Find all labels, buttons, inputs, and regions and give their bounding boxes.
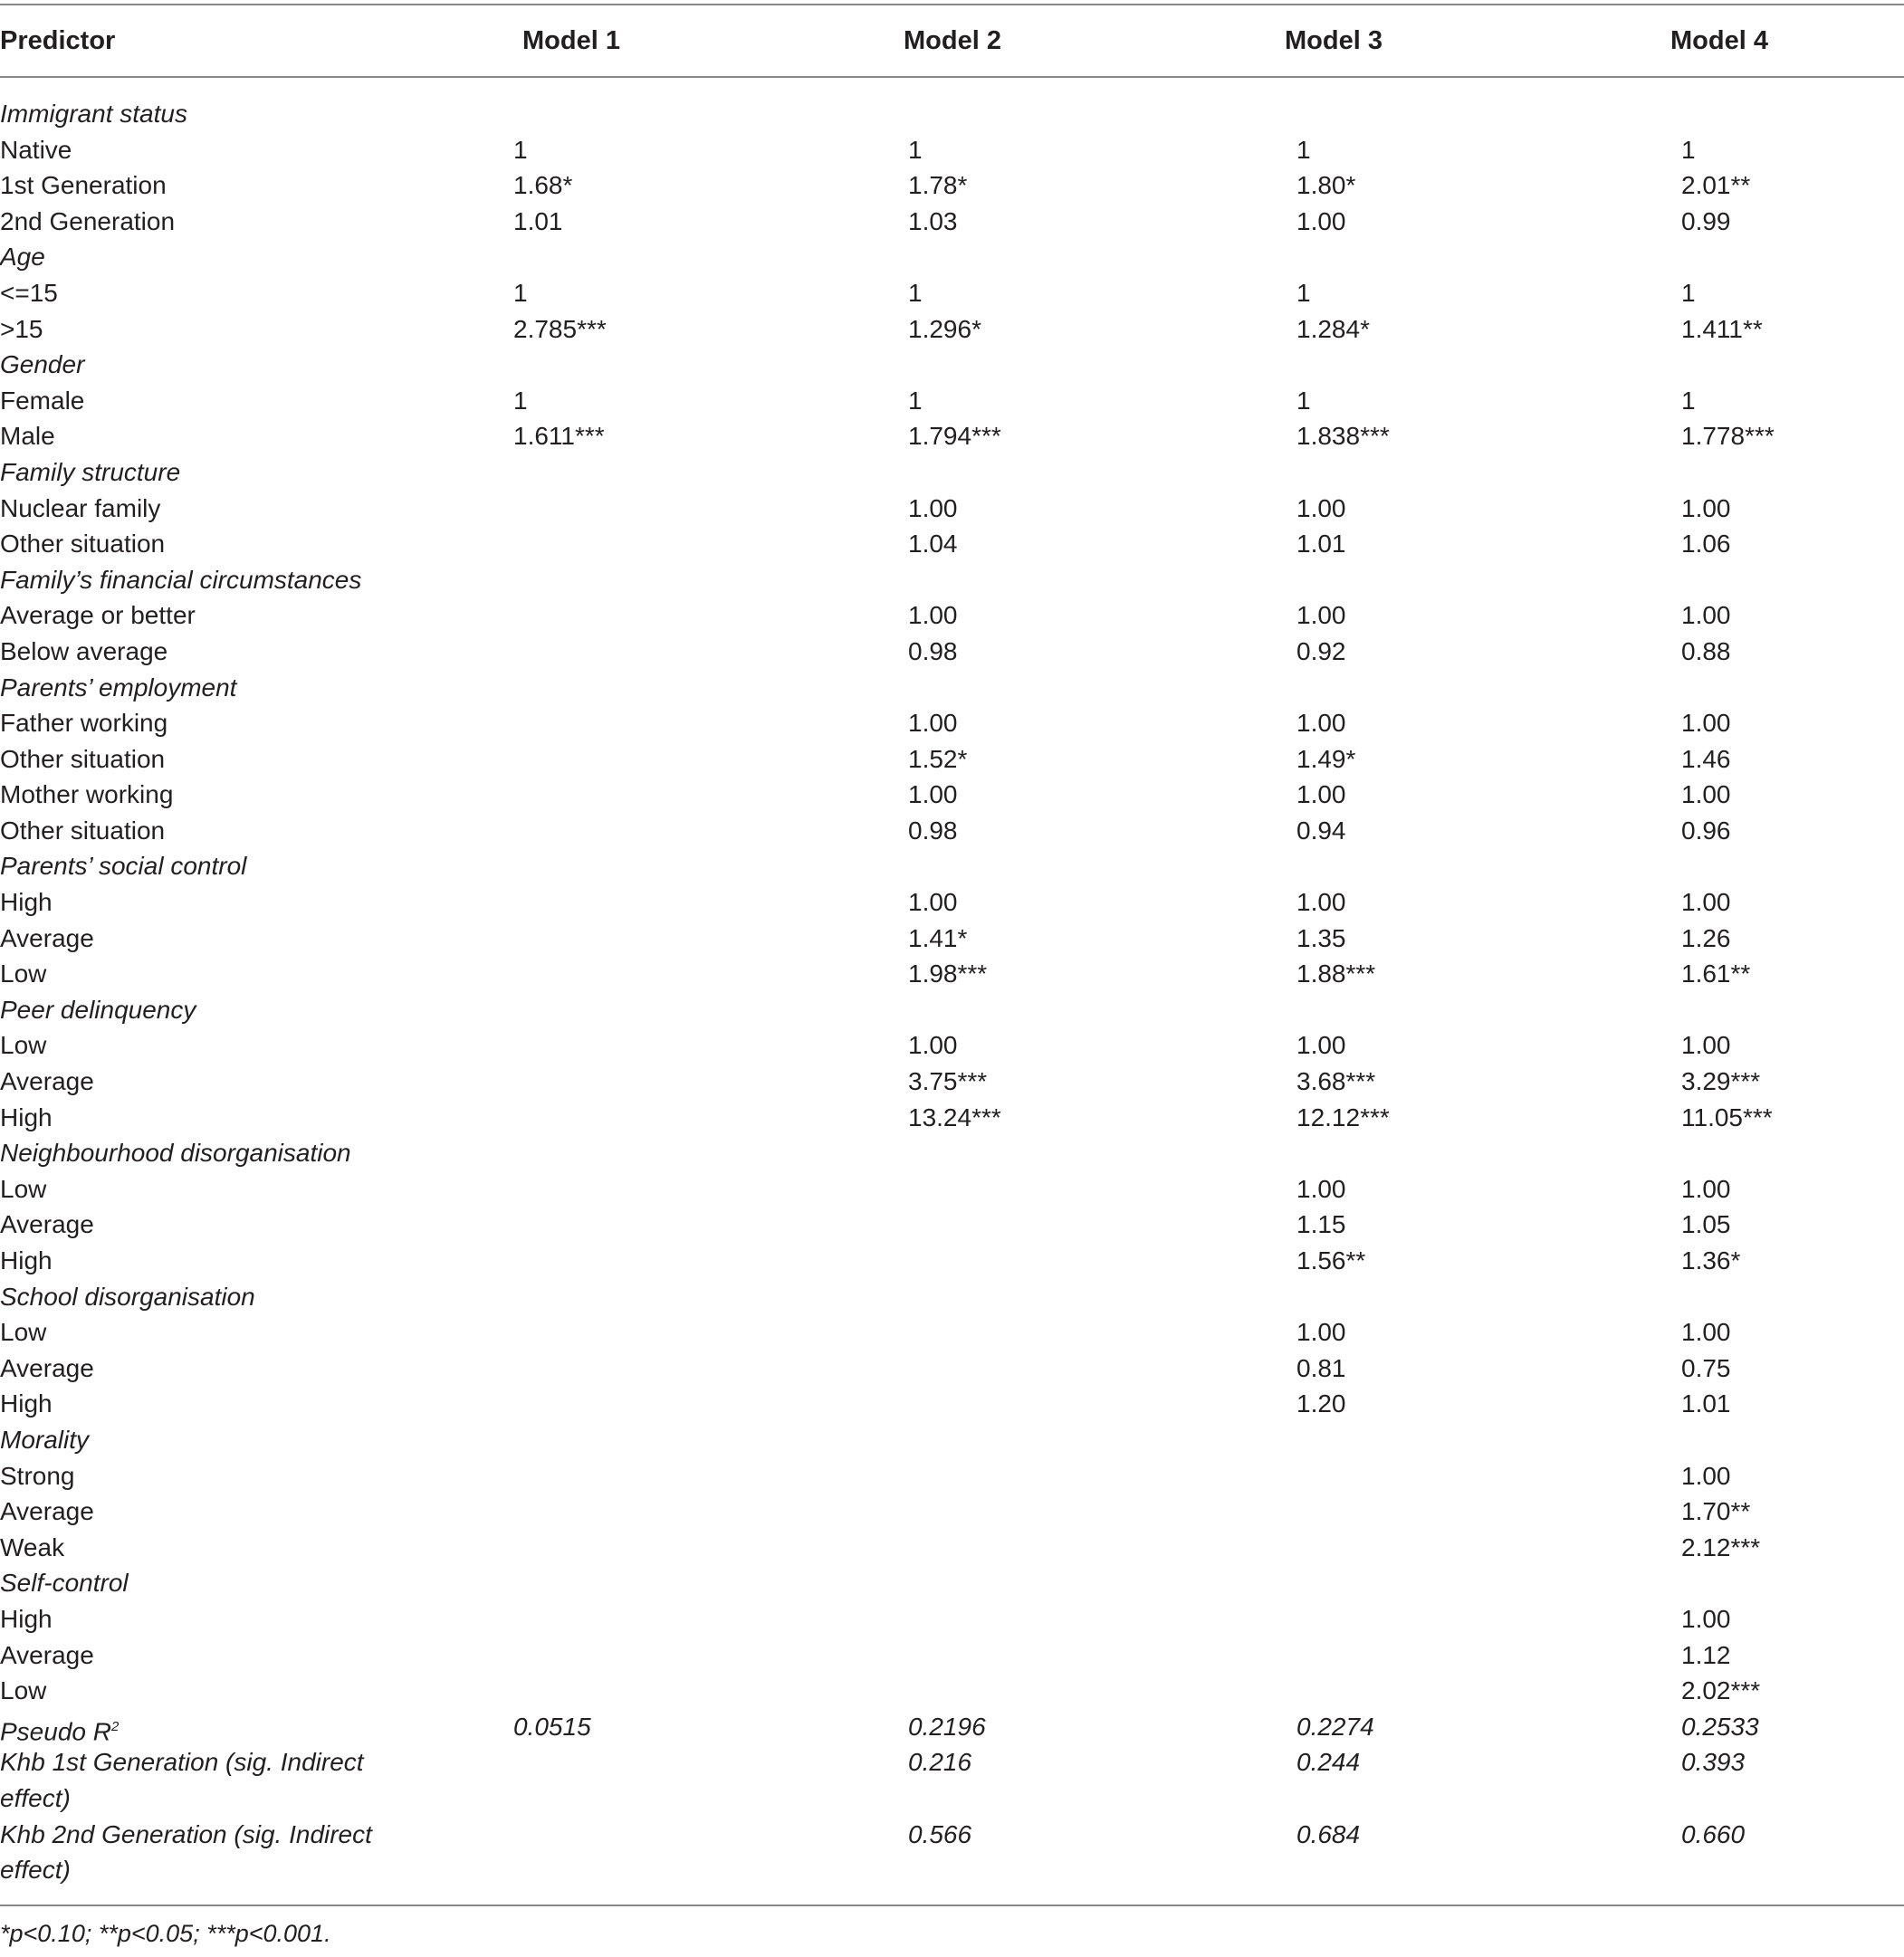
cell-model-1: 1.68* — [513, 171, 573, 200]
row-label-text: Strong — [0, 1461, 75, 1490]
cell-model-3: 0.684 — [1296, 1819, 1361, 1848]
cell-model-2: 0.98 — [908, 636, 958, 665]
row-label-text: Morality — [0, 1425, 90, 1454]
category-label — [0, 1422, 380, 1458]
header-model-3: Model 3 — [1285, 26, 1383, 55]
row-label — [0, 1673, 380, 1709]
table-row — [0, 1207, 1904, 1243]
cell-model-2: 1.98*** — [908, 959, 988, 988]
cell-model-2: 0.566 — [908, 1819, 972, 1848]
cell-model-1: 1 — [513, 135, 528, 164]
header-bottom-rule — [0, 76, 1904, 78]
row-label-text: Low — [0, 1676, 47, 1705]
row-label — [0, 1637, 380, 1674]
row-label-text: Neighbourhood disorganisation — [0, 1139, 351, 1168]
table-row — [0, 1744, 1904, 1816]
cell-model-2: 0.216 — [908, 1748, 972, 1777]
row-label — [0, 1027, 380, 1064]
row-label-text: Parents’ social control — [0, 852, 247, 881]
cell-model-3: 1.15 — [1296, 1210, 1346, 1239]
cell-model-3: 1.00 — [1296, 888, 1346, 917]
table-row — [0, 1601, 1904, 1637]
table-row — [0, 204, 1904, 240]
row-label-text: Nuclear family — [0, 493, 161, 522]
cell-model-2: 1.00 — [908, 1031, 958, 1060]
cell-model-3: 1 — [1296, 386, 1311, 415]
row-label-text: Parents’ employment — [0, 673, 237, 702]
cell-model-4: 1.70** — [1681, 1497, 1751, 1526]
cell-model-4: 1.00 — [1681, 1174, 1731, 1203]
table-row — [0, 526, 1904, 562]
cell-model-2: 1.794*** — [908, 422, 1001, 451]
cell-model-4: 1.00 — [1681, 709, 1731, 738]
table-row — [0, 1171, 1904, 1208]
cell-model-4: 11.05*** — [1681, 1103, 1773, 1131]
row-label — [0, 1314, 380, 1351]
cell-model-2: 1 — [908, 278, 923, 307]
cell-model-2: 1.00 — [908, 709, 958, 738]
row-label-text: Khb 2nd Generation (sig. Indirect effect) — [0, 1819, 372, 1885]
row-label-text: Peer delinquency — [0, 995, 196, 1024]
table-row — [0, 1458, 1904, 1494]
cell-model-4: 0.88 — [1681, 636, 1731, 665]
row-label — [0, 1709, 380, 1750]
cell-model-2: 3.75*** — [908, 1067, 988, 1096]
table-row — [0, 956, 1904, 992]
cell-model-3: 1.00 — [1296, 1318, 1346, 1347]
category-label — [0, 239, 380, 275]
row-label — [0, 597, 380, 634]
table-category-row — [0, 454, 1904, 491]
table-category-row — [0, 1422, 1904, 1458]
table-row — [0, 1064, 1904, 1100]
table-category-row — [0, 239, 1904, 275]
cell-model-3: 1.56** — [1296, 1246, 1366, 1274]
table-row — [0, 1314, 1904, 1351]
table-row — [0, 884, 1904, 921]
row-label-text: School disorganisation — [0, 1282, 255, 1311]
row-label — [0, 634, 380, 670]
cell-model-2: 1.41* — [908, 923, 968, 952]
cell-model-2: 1.03 — [908, 206, 958, 235]
table-row — [0, 491, 1904, 527]
cell-model-3: 1.00 — [1296, 206, 1346, 235]
cell-model-4: 1.411** — [1681, 314, 1763, 343]
cell-model-2: 1.00 — [908, 601, 958, 630]
row-label — [0, 1817, 380, 1888]
cell-model-4: 2.12*** — [1681, 1532, 1761, 1561]
cell-model-4: 1 — [1681, 386, 1696, 415]
row-label-text: Low — [0, 959, 47, 988]
row-label-text: Self-control — [0, 1569, 129, 1598]
cell-model-3: 0.92 — [1296, 636, 1346, 665]
header-model-2: Model 2 — [904, 26, 1001, 55]
row-label-text: Khb 1st Generation (sig. Indirect effect) — [0, 1748, 364, 1812]
cell-model-4: 1.778*** — [1681, 422, 1775, 451]
row-label — [0, 526, 380, 562]
row-label — [0, 1064, 380, 1100]
row-label — [0, 275, 380, 311]
row-label-text: Below average — [0, 636, 168, 665]
row-label-text: Other situation — [0, 816, 166, 845]
cell-model-4: 1 — [1681, 135, 1696, 164]
row-label — [0, 1494, 380, 1530]
table-category-row — [0, 848, 1904, 884]
cell-model-3: 1 — [1296, 278, 1311, 307]
table-row — [0, 1494, 1904, 1530]
cell-model-1: 1 — [513, 386, 528, 415]
cell-model-3: 1.88*** — [1296, 959, 1376, 988]
table-category-row — [0, 96, 1904, 132]
table-row — [0, 705, 1904, 741]
cell-model-3: 1.00 — [1296, 1031, 1346, 1060]
row-label-text: Father working — [0, 709, 168, 738]
cell-model-4: 1.00 — [1681, 1461, 1731, 1490]
cell-model-4: 2.01** — [1681, 171, 1751, 200]
cell-model-4: 1.12 — [1681, 1640, 1731, 1669]
row-label — [0, 741, 380, 778]
header-model-4: Model 4 — [1670, 26, 1768, 55]
table-category-row — [0, 347, 1904, 383]
cell-model-4: 1.00 — [1681, 1318, 1731, 1347]
row-label-text: Gender — [0, 350, 85, 379]
table-category-row — [0, 670, 1904, 706]
table-row — [0, 634, 1904, 670]
cell-model-3: 1.284* — [1296, 314, 1370, 343]
row-label-text: Average — [0, 1353, 94, 1382]
row-label-text: Low — [0, 1031, 47, 1060]
table-category-row — [0, 562, 1904, 598]
cell-model-2: 1.52* — [908, 744, 968, 773]
cell-model-2: 1 — [908, 386, 923, 415]
cell-model-3: 0.94 — [1296, 816, 1346, 845]
cell-model-4: 0.75 — [1681, 1353, 1731, 1382]
row-label — [0, 1351, 380, 1387]
row-label — [0, 956, 380, 992]
table-row — [0, 921, 1904, 957]
row-label — [0, 777, 380, 813]
row-label-text: Average — [0, 1210, 94, 1239]
table-row — [0, 777, 1904, 813]
cell-model-2: 1.296* — [908, 314, 981, 343]
row-label — [0, 1601, 380, 1637]
table-row — [0, 1637, 1904, 1674]
row-label-text: Low — [0, 1174, 47, 1203]
row-label — [0, 1458, 380, 1494]
row-label — [0, 311, 380, 348]
row-label-text: Native — [0, 135, 72, 164]
cell-model-4: 0.393 — [1681, 1748, 1746, 1777]
table-category-row — [0, 1565, 1904, 1601]
cell-model-4: 1.46 — [1681, 744, 1731, 773]
row-label-text: Female — [0, 386, 85, 415]
cell-model-3: 1.49* — [1296, 744, 1356, 773]
cell-model-4: 1.00 — [1681, 780, 1731, 809]
table-row — [0, 275, 1904, 311]
cell-model-4: 0.99 — [1681, 206, 1731, 235]
category-label — [0, 1565, 380, 1601]
cell-model-4: 1.01 — [1681, 1389, 1731, 1418]
cell-model-3: 1.20 — [1296, 1389, 1346, 1418]
cell-model-3: 12.12*** — [1296, 1103, 1390, 1131]
cell-model-4: 2.02*** — [1681, 1676, 1761, 1705]
row-label-text: Average — [0, 1067, 94, 1096]
cell-model-3: 1.00 — [1296, 493, 1346, 522]
row-label-text: 1st Generation — [0, 171, 167, 200]
row-label-text: Average or better — [0, 601, 196, 630]
header-predictor: Predictor — [0, 26, 116, 55]
cell-model-3: 1.00 — [1296, 1174, 1346, 1203]
row-label-text: Family’s financial circumstances — [0, 565, 362, 594]
table-row — [0, 1709, 1904, 1745]
table-row — [0, 1386, 1904, 1422]
table-body — [0, 96, 1904, 1888]
table-row — [0, 132, 1904, 168]
row-label-text: High — [0, 888, 53, 917]
table-row — [0, 418, 1904, 454]
row-label — [0, 1243, 380, 1279]
row-label-text: Average — [0, 1640, 94, 1669]
row-label-text: High — [0, 1103, 53, 1131]
cell-model-3: 1 — [1296, 135, 1311, 164]
cell-model-3: 1.01 — [1296, 530, 1346, 558]
table-footnote: *p<0.10; **p<0.05; ***p<0.001. — [0, 1920, 331, 1947]
cell-model-2: 0.98 — [908, 816, 958, 845]
row-label-text: Family structure — [0, 457, 181, 486]
table-row — [0, 1817, 1904, 1888]
cell-model-3: 3.68*** — [1296, 1067, 1376, 1096]
row-label — [0, 884, 380, 921]
cell-model-4: 1.00 — [1681, 1031, 1731, 1060]
row-label — [0, 383, 380, 419]
table-row — [0, 597, 1904, 634]
table-row — [0, 1673, 1904, 1709]
row-label — [0, 418, 380, 454]
row-label-text: Mother working — [0, 780, 174, 809]
cell-model-1: 1.611*** — [513, 422, 605, 451]
row-label — [0, 813, 380, 849]
cell-model-4: 0.2533 — [1681, 1712, 1759, 1741]
category-label — [0, 1279, 380, 1315]
table-row — [0, 1027, 1904, 1064]
table-row — [0, 167, 1904, 204]
row-label — [0, 491, 380, 527]
row-label — [0, 705, 380, 741]
cell-model-2: 1 — [908, 135, 923, 164]
row-label — [0, 1530, 380, 1566]
row-label — [0, 1171, 380, 1208]
category-label — [0, 992, 380, 1028]
row-label-text: Age — [0, 243, 45, 272]
category-label — [0, 848, 380, 884]
table-bottom-rule — [0, 1904, 1904, 1906]
category-label — [0, 347, 380, 383]
row-label-text: High — [0, 1604, 53, 1633]
table-row — [0, 813, 1904, 849]
cell-model-4: 1.36* — [1681, 1246, 1741, 1274]
cell-model-4: 1.05 — [1681, 1210, 1731, 1239]
row-label — [0, 1744, 380, 1816]
cell-model-2: 1.00 — [908, 780, 958, 809]
row-label — [0, 921, 380, 957]
category-label — [0, 1135, 380, 1171]
table-row — [0, 1100, 1904, 1136]
cell-model-3: 1.00 — [1296, 780, 1346, 809]
cell-model-4: 1.00 — [1681, 1604, 1731, 1633]
row-label-text: Weak — [0, 1532, 65, 1561]
table-row — [0, 383, 1904, 419]
table-top-rule — [0, 4, 1904, 5]
row-label — [0, 204, 380, 240]
row-label-text: Average — [0, 923, 94, 952]
category-label — [0, 562, 380, 598]
row-label-text: 2nd Generation — [0, 206, 176, 235]
table-category-row — [0, 1135, 1904, 1171]
category-label — [0, 454, 380, 491]
table-category-row — [0, 992, 1904, 1028]
cell-model-3: 0.2274 — [1296, 1712, 1374, 1741]
row-label-superscript: 2 — [110, 1718, 120, 1734]
cell-model-4: 1 — [1681, 278, 1696, 307]
table-row — [0, 1351, 1904, 1387]
row-label — [0, 132, 380, 168]
row-label — [0, 1100, 380, 1136]
row-label-text: Immigrant status — [0, 100, 187, 128]
cell-model-3: 1.00 — [1296, 709, 1346, 738]
cell-model-2: 1.00 — [908, 493, 958, 522]
row-label-text: Other situation — [0, 530, 166, 558]
row-label-text: Other situation — [0, 744, 166, 773]
cell-model-2: 1.04 — [908, 530, 958, 558]
cell-model-2: 0.2196 — [908, 1712, 986, 1741]
cell-model-4: 1.00 — [1681, 493, 1731, 522]
row-label-text: High — [0, 1246, 53, 1274]
row-label — [0, 1207, 380, 1243]
category-label — [0, 96, 380, 132]
cell-model-4: 0.96 — [1681, 816, 1731, 845]
cell-model-4: 1.06 — [1681, 530, 1731, 558]
cell-model-4: 1.00 — [1681, 888, 1731, 917]
row-label-text: Low — [0, 1318, 47, 1347]
row-label-text: <=15 — [0, 278, 58, 307]
table-row — [0, 311, 1904, 348]
cell-model-1: 1.01 — [513, 206, 563, 235]
header-model-1: Model 1 — [522, 26, 620, 55]
table-row — [0, 1243, 1904, 1279]
cell-model-1: 1 — [513, 278, 528, 307]
cell-model-3: 1.35 — [1296, 923, 1346, 952]
cell-model-4: 3.29*** — [1681, 1067, 1761, 1096]
table-row — [0, 1530, 1904, 1566]
row-label-text: Average — [0, 1497, 94, 1526]
category-label — [0, 670, 380, 706]
cell-model-2: 1.00 — [908, 888, 958, 917]
cell-model-2: 13.24*** — [908, 1103, 1001, 1131]
row-label — [0, 167, 380, 204]
cell-model-1: 0.0515 — [513, 1712, 591, 1741]
cell-model-1: 2.785*** — [513, 314, 607, 343]
cell-model-4: 1.61** — [1681, 959, 1751, 988]
cell-model-4: 0.660 — [1681, 1819, 1746, 1848]
cell-model-4: 1.00 — [1681, 601, 1731, 630]
cell-model-3: 1.80* — [1296, 171, 1356, 200]
table-row — [0, 741, 1904, 778]
row-label-text: Pseudo R — [0, 1717, 111, 1746]
cell-model-3: 0.244 — [1296, 1748, 1361, 1777]
row-label-text: Male — [0, 422, 55, 451]
row-label-text: High — [0, 1389, 53, 1418]
cell-model-3: 1.838*** — [1296, 422, 1390, 451]
table-category-row — [0, 1279, 1904, 1315]
cell-model-3: 1.00 — [1296, 601, 1346, 630]
cell-model-4: 1.26 — [1681, 923, 1731, 952]
row-label — [0, 1386, 380, 1422]
row-label-text: >15 — [0, 314, 43, 343]
cell-model-3: 0.81 — [1296, 1353, 1346, 1382]
cell-model-2: 1.78* — [908, 171, 968, 200]
